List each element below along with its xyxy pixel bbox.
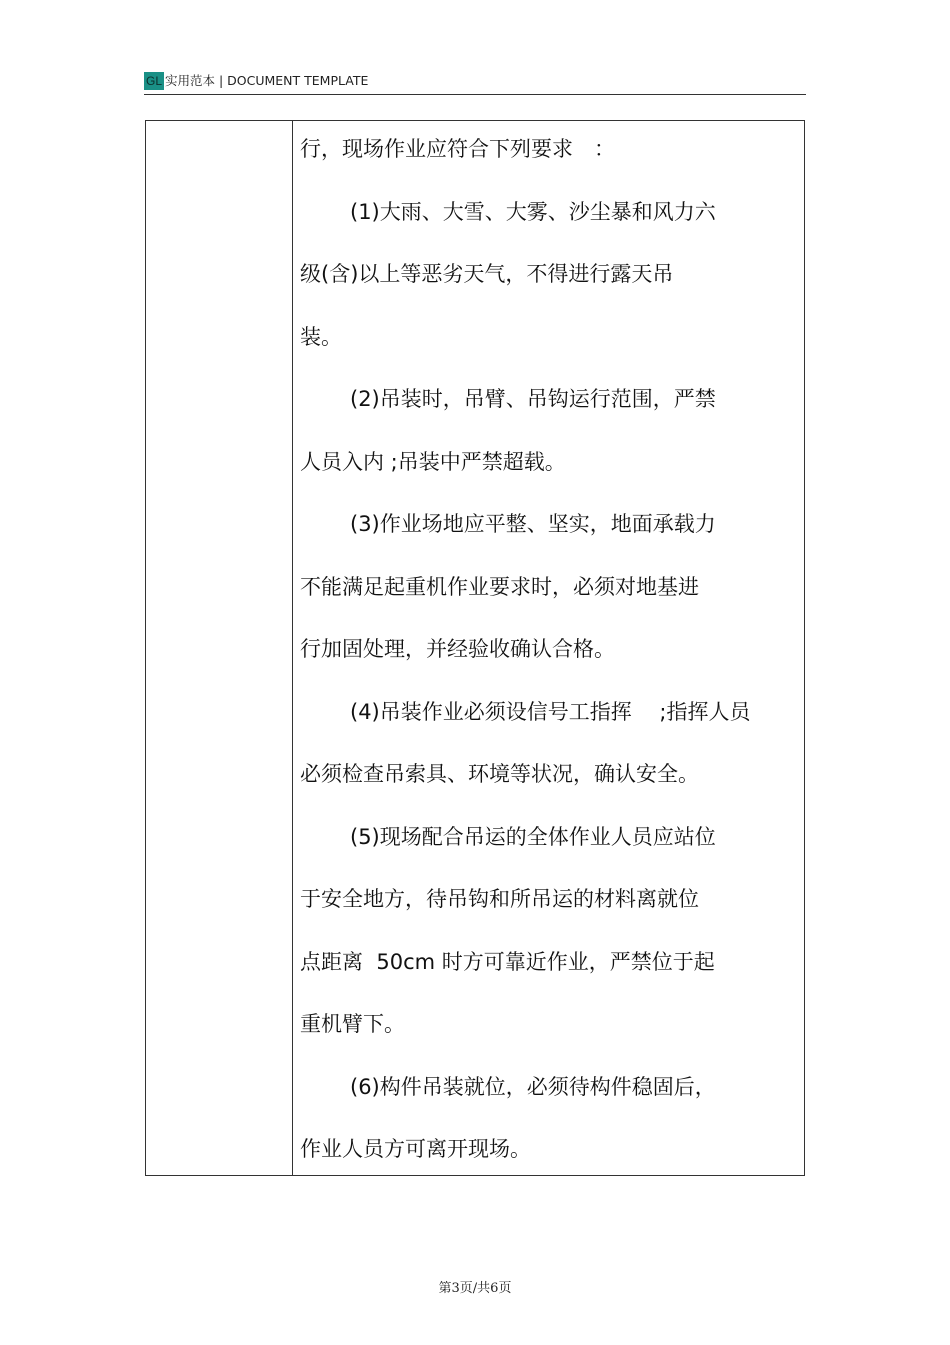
header-title: 实用范本 | DOCUMENT TEMPLATE xyxy=(165,73,369,88)
text-line: 人员入内 ;吊装中严禁超载。 xyxy=(300,449,566,474)
gl-logo: GL xyxy=(145,74,162,88)
table-column-divider xyxy=(292,121,293,1175)
text-line: 作业人员方可离开现场。 xyxy=(300,1137,531,1161)
text-line: (5)现场配合吊运的全体作业人员应站位 xyxy=(350,824,716,849)
text-line: 必须检查吊索具、环境等状况，确认安全。 xyxy=(300,762,699,786)
text-line: 重机臂下。 xyxy=(300,1012,405,1036)
text-line: (6)构件吊装就位，必须待构件稳固后， xyxy=(350,1074,716,1099)
text-line: (2)吊装时，吊臂、吊钩运行范围，严禁 xyxy=(350,387,716,411)
page-number: 第3页/共6页 xyxy=(438,1281,512,1296)
table-content-cell xyxy=(300,118,800,1181)
text-line: (1)大雨、大雪、大雾、沙尘暴和风力六 xyxy=(350,199,716,224)
text-line: 于安全地方，待吊钩和所吊运的材料离就位 xyxy=(300,887,699,911)
text-line: 行加固处理，并经验收确认合格。 xyxy=(300,637,615,661)
text-line: 点距离 50cm 时方可靠近作业，严禁位于起 xyxy=(300,949,715,974)
text-line: 不能满足起重机作业要求时，必须对地基进 xyxy=(300,574,699,599)
text-line: 装。 xyxy=(300,324,342,349)
text-line: (4)吊装作业必须设信号工指挥 ;指挥人员 xyxy=(350,699,751,724)
text-line: 行，现场作业应符合下列要求 ： xyxy=(300,137,615,161)
text-line: 级(含)以上等恶劣天气，不得进行露天吊 xyxy=(300,262,674,286)
text-line: (3)作业场地应平整、坚实，地面承载力 xyxy=(350,512,716,536)
page-header xyxy=(144,70,806,95)
